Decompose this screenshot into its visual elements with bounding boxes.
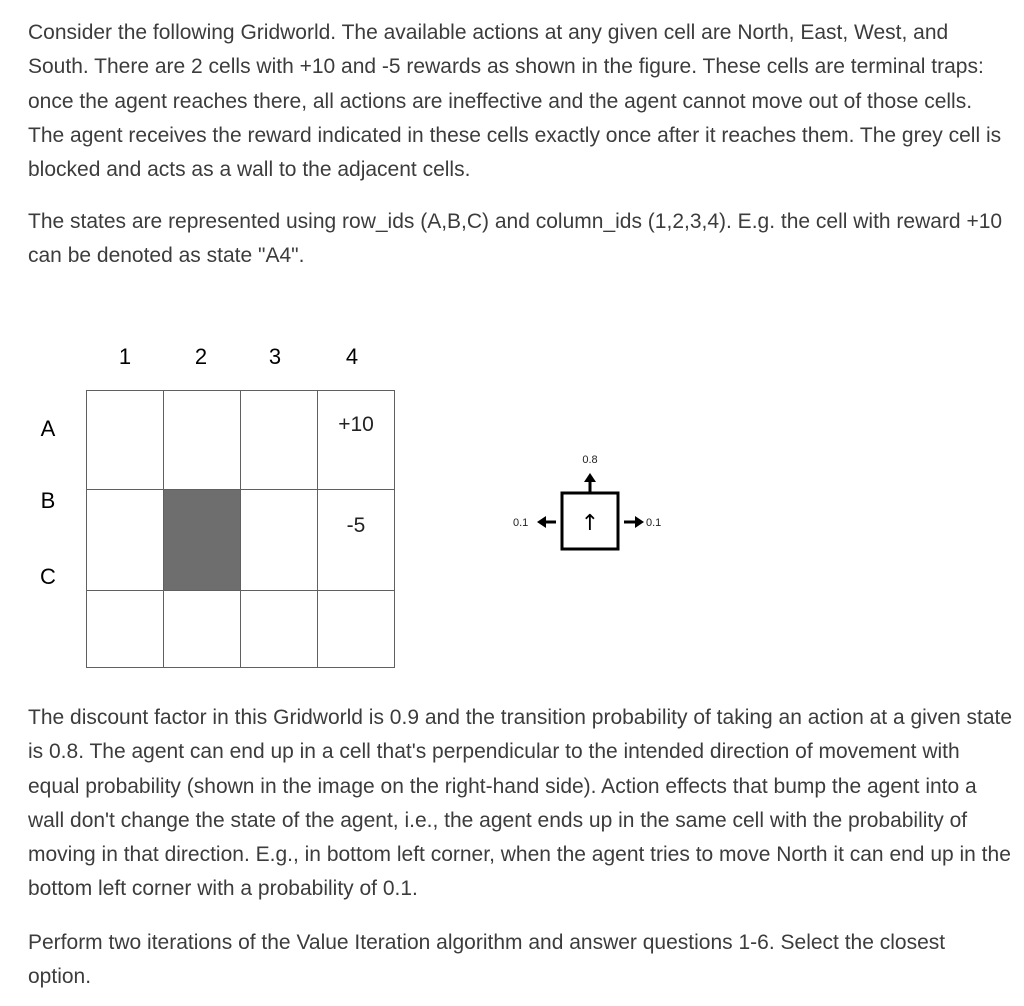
cell-a2 [164,391,241,490]
row-label-b: B [40,488,56,513]
column-label-1: 1 [118,344,132,369]
cell-c2 [164,591,241,668]
transition-diagram [500,440,690,570]
cell-a4-reward: +10 [318,391,395,490]
up-arrow-icon: ↑ [580,511,600,536]
right-probability-label: 0.1 [646,517,662,529]
west-arrow-icon [537,516,556,528]
cell-c4 [318,591,395,668]
grid-row-c [87,591,395,668]
cell-b4-reward: -5 [318,490,395,591]
cell-a3 [241,391,318,490]
row-label-a: A [40,416,56,441]
gridworld [86,390,395,668]
column-label-2: 2 [194,344,208,369]
cell-b3 [241,490,318,591]
grid-row-a [87,391,395,490]
cell-b1 [87,490,164,591]
cell-c1 [87,591,164,668]
discount-paragraph: The discount factor in this Gridworld is 0.9 and the transition probability of taking an action at a given state is 0.8. The agent can end up in a cell that's perpendicular to the intended direction of movement with equal probability (shown in the image on the right-hand side). Action effects that bump the agent into a wall don't change the state of the agent, i.e., the agent ends up in the same cell with the probability of moving in that direction. E.g., in bottom left corner, when the agent tries to move North it can end up in the bottom left corner with a probability of 0.1. [28,706,1013,901]
left-probability-label: 0.1 [513,517,529,529]
column-label-4: 4 [345,344,359,369]
task-paragraph: Perform two iterations of the Value Iteration algorithm and answer questions 1-6. Select the closest option. [28,931,946,989]
cell-a1 [87,391,164,490]
grid-row-b [87,490,395,591]
states-paragraph: The states are represented using row_ids (A,B,C) and column_ids (1,2,3,4). E.g. the cell with reward +10 can be denoted as state "A4". [28,210,1003,268]
east-arrow-icon [624,516,644,528]
cell-c3 [241,591,318,668]
cell-b2-blocked [164,490,241,591]
column-label-3: 3 [268,344,282,369]
intro-paragraph: Consider the following Gridworld. The available actions at any given cell are North, East, West, and South. There are 2 cells with +10 and -5 rewards as shown in the figure. These cells are terminal traps: once the agent reaches there, all actions are ineffective and the agent cannot move out of those cells. The agent receives the reward indicated in these cells exactly once after it reaches them. The grey cell is blocked and acts as a wall to the adjacent cells. [28,21,1002,182]
north-arrow-icon [584,473,596,492]
forward-probability-label: 0.8 [582,454,598,466]
row-label-c: C [40,564,56,589]
